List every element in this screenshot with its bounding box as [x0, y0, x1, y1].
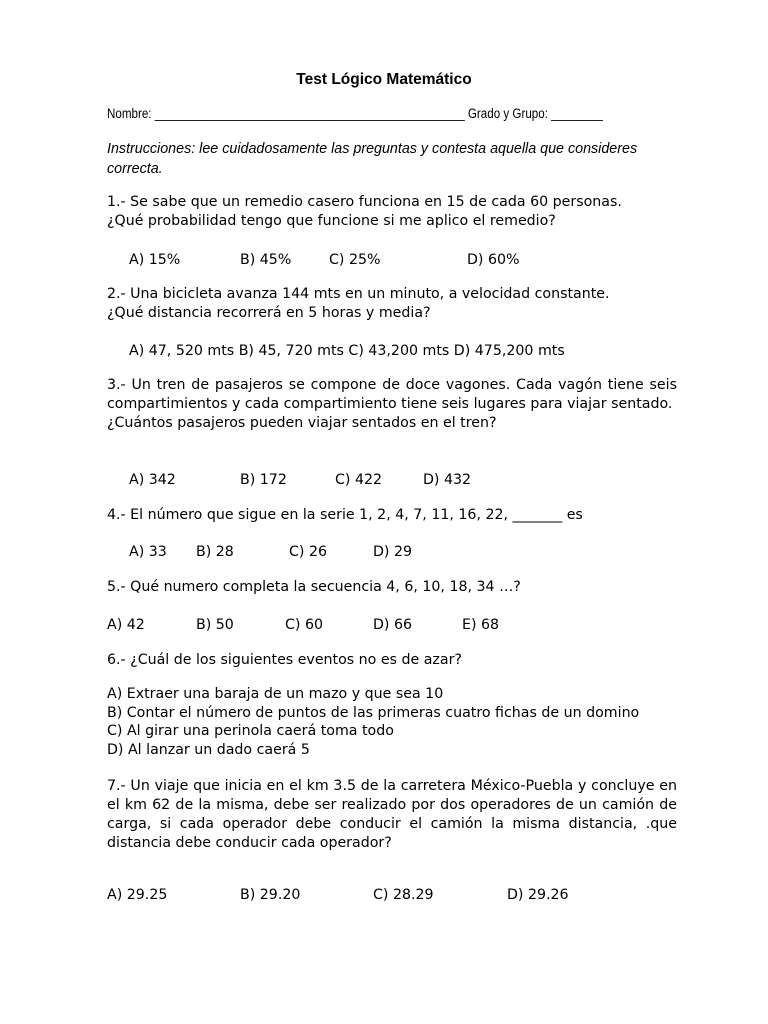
question-7-text: 7.- Un viaje que inicia en el km 3.5 de la carretera México-Puebla y concluye en el km 62 de la misma, debe ser realizado por dos operadores de un camión de carga, si cada operador debe conducir el camión la misma distancia, .que distancia debe conducir cada operador? [107, 778, 677, 851]
question-1-options [0, 251, 768, 271]
q5-option-d[interactable]: D) 66 [373, 617, 413, 633]
page-title: Test Lógico Matemático [296, 71, 472, 88]
q4-option-b[interactable]: B) 28 [196, 544, 234, 560]
q5-option-c[interactable]: C) 60 [285, 617, 324, 633]
question-2-line-2: ¿Qué distancia recorrerá en 5 horas y media? [107, 305, 431, 321]
q4-option-c[interactable]: C) 26 [289, 544, 328, 560]
q7-option-d[interactable]: D) 29.26 [507, 887, 569, 903]
q5-option-b[interactable]: B) 50 [196, 617, 234, 633]
q5-option-a[interactable]: A) 42 [107, 617, 145, 633]
question-3-question: ¿Cuántos pasajeros pueden viajar sentados en el tren? [107, 415, 497, 431]
question-1-line-1: 1.- Se sabe que un remedio casero funciona en 15 de cada 60 personas. [107, 194, 622, 210]
q6-option-a[interactable]: A) Extraer una baraja de un mazo y que sea 10 [107, 686, 444, 702]
question-2-line-1: 2.- Una bicicleta avanza 144 mts en un minuto, a velocidad constante. [107, 286, 610, 302]
question-1-line-2: ¿Qué probabilidad tengo que funcione si me aplico el remedio? [107, 213, 556, 229]
question-7 [107, 777, 677, 853]
question-2-options[interactable]: A) 47, 520 mts B) 45, 720 mts C) 43,200 mts D) 475,200 mts [129, 343, 565, 359]
question-2 [107, 285, 677, 323]
q3-option-d[interactable]: D) 432 [423, 472, 472, 488]
q3-option-b[interactable]: B) 172 [240, 472, 287, 488]
q4-option-d[interactable]: D) 29 [373, 544, 413, 560]
question-4-options [0, 543, 768, 563]
q4-option-a[interactable]: A) 33 [129, 544, 167, 560]
question-4 [107, 506, 677, 525]
question-5-line-1: 5.- Qué numero completa la secuencia 4, 6, 10, 18, 34 …? [107, 579, 521, 595]
q3-option-c[interactable]: C) 422 [335, 472, 383, 488]
q6-option-b[interactable]: B) Contar el número de puntos de las primeras cuatro fichas de un domino [107, 704, 640, 721]
name-and-group-line: Nombre: ________________________________________________ Grado y Grupo: ________ [107, 106, 603, 121]
question-4-line-1: 4.- El número que sigue en la serie 1, 2, 4, 7, 11, 16, 22, _______ es [107, 507, 583, 523]
question-3 [107, 376, 677, 433]
q1-option-b[interactable]: B) 45% [240, 252, 292, 268]
q7-option-b[interactable]: B) 29.20 [240, 887, 301, 903]
q6-option-d[interactable]: D) Al lanzar un dado caerá 5 [107, 741, 310, 758]
q3-option-a[interactable]: A) 342 [129, 472, 176, 488]
instructions: Instrucciones: lee cuidadosamente las preguntas y contesta aquella que consideres correcta. [107, 141, 638, 177]
question-3-text: 3.- Un tren de pasajeros se compone de doce vagones. Cada vagón tiene seis compartimientos y cada compartimiento tiene seis lugares para viajar sentado. [107, 377, 677, 412]
question-5-options [0, 616, 768, 636]
q1-option-c[interactable]: C) 25% [329, 252, 381, 268]
q7-option-a[interactable]: A) 29.25 [107, 887, 168, 903]
question-5 [107, 578, 677, 597]
question-6-options [107, 685, 707, 759]
q7-option-c[interactable]: C) 28.29 [373, 887, 434, 903]
q5-option-e[interactable]: E) 68 [462, 617, 500, 633]
question-7-options [0, 886, 768, 906]
question-3-options [0, 471, 768, 491]
question-1 [107, 193, 677, 231]
q6-option-c[interactable]: C) Al girar una perinola caerá toma todo [107, 723, 394, 739]
question-6 [107, 651, 677, 670]
q1-option-a[interactable]: A) 15% [129, 252, 181, 268]
question-6-line-1: 6.- ¿Cuál de los siguientes eventos no es de azar? [107, 652, 462, 668]
q1-option-d[interactable]: D) 60% [467, 252, 520, 268]
